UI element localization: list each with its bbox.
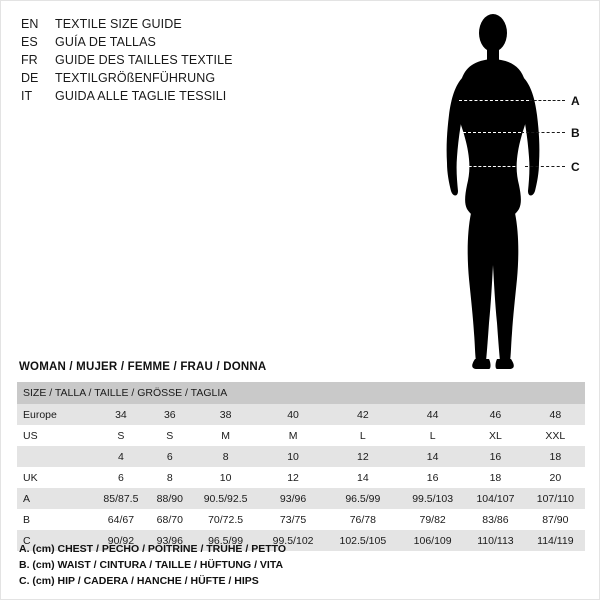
cell: M (261, 425, 326, 446)
cell: S (93, 425, 149, 446)
row-label: B (17, 509, 93, 530)
language-title: GUIDA ALLE TAGLIE TESSILI (55, 89, 227, 103)
cell: XXL (526, 425, 585, 446)
table-header-label: SIZE / TALLA / TAILLE / GRÖSSE / TAGLIA (17, 382, 585, 404)
language-row (21, 33, 351, 51)
cell: 40 (261, 404, 326, 425)
cell: 99.5/102 (261, 530, 326, 551)
cell: 85/87.5 (93, 488, 149, 509)
cell: 104/107 (465, 488, 526, 509)
language-code: ES (21, 35, 38, 49)
hip-measure-line (459, 166, 525, 167)
language-title-block (21, 15, 351, 105)
language-row (21, 51, 351, 69)
measurement-notes (19, 541, 579, 589)
row-label: C (17, 530, 93, 551)
cell: 48 (526, 404, 585, 425)
language-row (21, 69, 351, 87)
language-row (21, 87, 351, 105)
table-row (17, 404, 585, 425)
cell: L (326, 425, 400, 446)
cell: 18 (526, 446, 585, 467)
cell: 38 (191, 404, 261, 425)
cell: 90.5/92.5 (191, 488, 261, 509)
cell: 42 (326, 404, 400, 425)
cell: 34 (93, 404, 149, 425)
cell: 8 (149, 467, 191, 488)
waist-measure-leader (521, 132, 565, 133)
size-table (17, 382, 585, 551)
cell: 4 (93, 446, 149, 467)
waist-measure-label: B (571, 126, 580, 140)
cell: 46 (465, 404, 526, 425)
cell: 107/110 (526, 488, 585, 509)
cell: M (191, 425, 261, 446)
table-row (17, 488, 585, 509)
cell: 87/90 (526, 509, 585, 530)
cell: 70/72.5 (191, 509, 261, 530)
table-row (17, 509, 585, 530)
female-body-figure (401, 7, 591, 377)
chest-measure-label: A (571, 94, 580, 108)
cell: 93/96 (261, 488, 326, 509)
row-label: Europe (17, 404, 93, 425)
language-title: GUIDE DES TAILLES TEXTILE (55, 53, 233, 67)
row-label: A (17, 488, 93, 509)
cell: L (400, 425, 465, 446)
language-code: EN (21, 17, 39, 31)
cell: 76/78 (326, 509, 400, 530)
cell: 36 (149, 404, 191, 425)
cell: S (149, 425, 191, 446)
cell: 64/67 (93, 509, 149, 530)
table-row (17, 425, 585, 446)
note-chest: A. (cm) CHEST / PECHO / POITRINE / TRUHE / PETTO (19, 543, 287, 555)
cell: 8 (191, 446, 261, 467)
cell: 16 (465, 446, 526, 467)
cell: 18 (465, 467, 526, 488)
cell: 106/109 (400, 530, 465, 551)
note-waist: B. (cm) WAIST / CINTURA / TAILLE / HÜFTUNG / VITA (19, 559, 284, 571)
cell: 10 (191, 467, 261, 488)
language-code: FR (21, 53, 38, 67)
cell: XL (465, 425, 526, 446)
language-title: GUÍA DE TALLAS (55, 35, 156, 49)
silhouette-icon (401, 7, 591, 377)
row-label: US (17, 425, 93, 446)
note-hip: C. (cm) HIP / CADERA / HANCHE / HÜFTE / HIPS (19, 575, 259, 587)
cell: 102.5/105 (326, 530, 400, 551)
table-header-row (17, 382, 585, 404)
cell: 93/96 (149, 530, 191, 551)
cell: 12 (326, 446, 400, 467)
section-title: WOMAN / MUJER / FEMME / FRAU / DONNA (19, 361, 267, 373)
cell: 83/86 (465, 509, 526, 530)
cell: 16 (400, 467, 465, 488)
cell: 44 (400, 404, 465, 425)
cell: 73/75 (261, 509, 326, 530)
cell: 10 (261, 446, 326, 467)
hip-measure-leader (525, 166, 565, 167)
chest-measure-leader (529, 100, 565, 101)
table-row (17, 467, 585, 488)
cell: 88/90 (149, 488, 191, 509)
hip-measure-label: C (571, 160, 580, 174)
language-code: IT (21, 89, 33, 103)
cell: 114/119 (526, 530, 585, 551)
language-row (21, 15, 351, 33)
waist-measure-line (463, 132, 521, 133)
row-label (17, 446, 93, 467)
cell: 90/92 (93, 530, 149, 551)
row-label: UK (17, 467, 93, 488)
chest-measure-line (459, 100, 529, 101)
cell: 14 (326, 467, 400, 488)
language-title: TEXTILGRÖßENFÜHRUNG (55, 71, 216, 85)
cell: 99.5/103 (400, 488, 465, 509)
table-row (17, 446, 585, 467)
cell: 110/113 (465, 530, 526, 551)
cell: 20 (526, 467, 585, 488)
cell: 6 (93, 467, 149, 488)
language-code: DE (21, 71, 39, 85)
cell: 14 (400, 446, 465, 467)
cell: 96.5/99 (191, 530, 261, 551)
cell: 79/82 (400, 509, 465, 530)
cell: 96.5/99 (326, 488, 400, 509)
cell: 68/70 (149, 509, 191, 530)
language-title: TEXTILE SIZE GUIDE (55, 17, 182, 31)
cell: 6 (149, 446, 191, 467)
cell: 12 (261, 467, 326, 488)
